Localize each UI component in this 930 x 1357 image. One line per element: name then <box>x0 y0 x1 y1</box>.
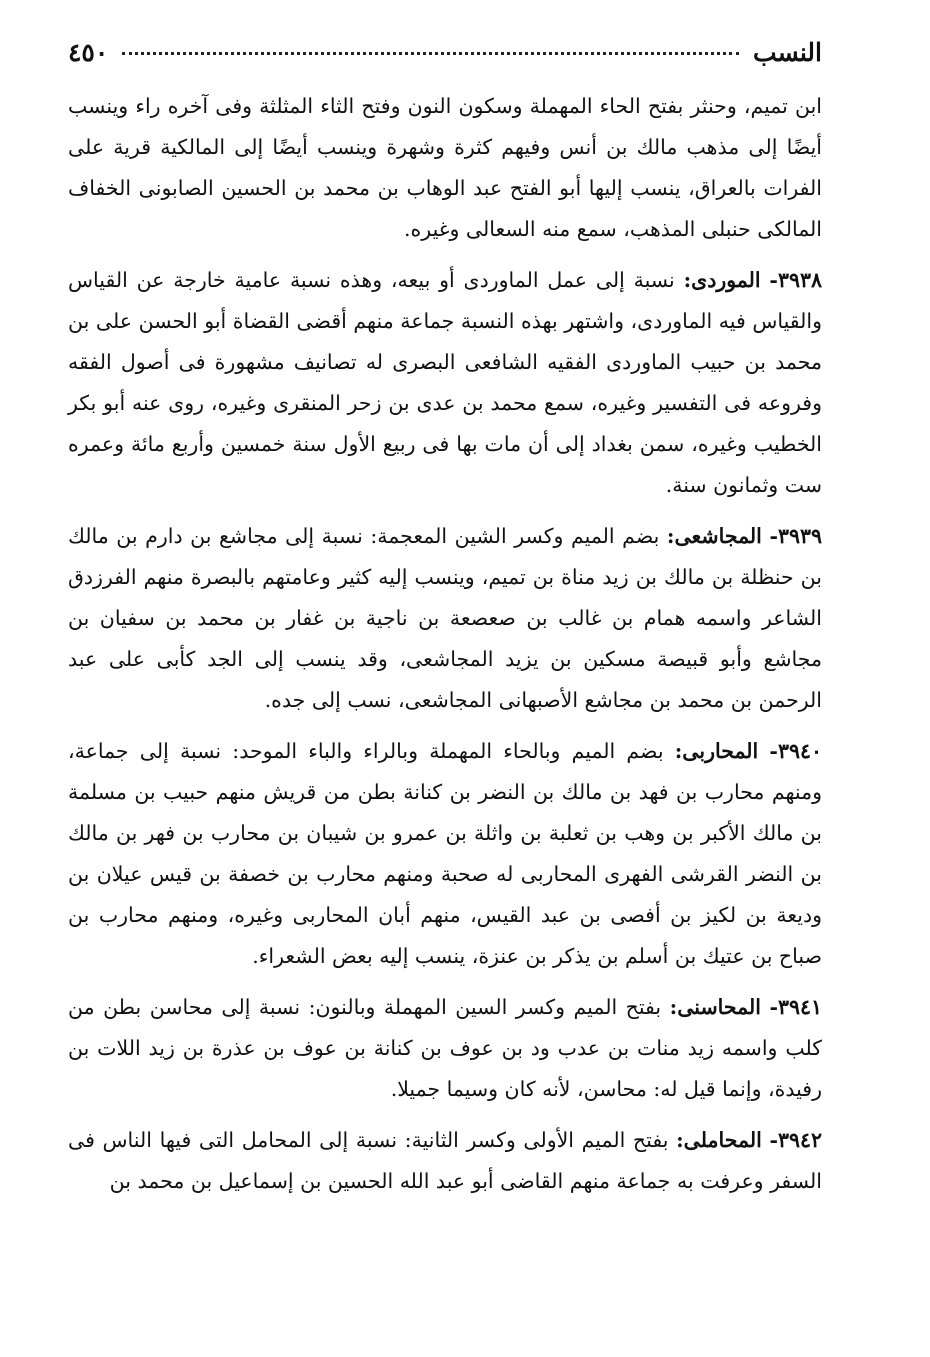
entry-text: بفتح الميم وكسر السين المهملة وبالنون: نسبة إلى محاسن بطن من كلب واسمه زيد منات بن عدب ود بن عوف بن كنانة بن عوف بن عذرة بن زيد اللات بن رفيدة، وإنما قيل له: محاسن، لأنه كان وسيما جميلا. <box>68 995 822 1101</box>
paragraph-continuation <box>68 86 822 250</box>
entry-text: بفتح الميم الأولى وكسر الثانية: نسبة إلى المحامل التى فيها الناس فى السفر وعرفت به جماعة منهم القاضى أبو عبد الله الحسين بن إسماعيل بن محمد بن <box>68 1128 822 1193</box>
page-header <box>68 38 822 78</box>
entry-heading: المحاملى: <box>676 1128 762 1152</box>
chapter-title: النسب <box>753 38 822 67</box>
entry-text: نسبة إلى عمل الماوردى أو بيعه، وهذه نسبة عامية خارجة عن القياس والقياس فيه الماوردى، واشتهر بهذه النسبة جماعة منهم أقضى القضاة أبو الحسن على بن محمد بن حبيب الماوردى الفقيه الشافعى البصرى له تصانيف مشهورة فى أصول الفقه وفروعه فى التفسير وغيره، سمع محمد بن عدى بن زحر المنقرى وغيره، روى عنه أبو بكر الخطيب وغيره، سمن بغداد إلى أن مات بها فى ربيع الأول سنة خمسين وأربع مائة وعمره ست وثمانون سنة. <box>68 268 822 497</box>
entry-heading: المجاشعى: <box>666 524 762 548</box>
paragraph-text: ابن تميم، وحنثر بفتح الحاء المهملة وسكون النون وفتح الثاء المثلثة وفى آخره راء وينسب أيضًا إلى مذهب مالك بن أنس وفيهم كثرة وشهرة وينسب أيضًا إلى المالكية قرية على الفرات بالعراق، ينسب إليها أبو الفتح عبد الوهاب بن محمد بن الحسين الصابونى الخفاف المالكى حنبلى المذهب، سمع منه السعالى وغيره. <box>68 94 822 241</box>
entry-text: بضم الميم وبالحاء المهملة وبالراء والباء الموحد: نسبة إلى جماعة، ومنهم محارب بن فهد بن مالك بن النضر بن كنانة بطن من قريش منهم حبيب بن مسلمة بن مالك الأكبر بن وهب بن ثعلبة بن واثلة بن عمرو بن شيبان بن محارب بن فهر بن مالك بن النضر القرشى الفهرى المحاربى له صحبة ومنهم محارب بن خصفة بن قيس عيلان بن وديعة بن لكيز بن أفصى بن عبد القيس، منهم أبان المحاربى وغيره، ومنهم محارب بن صباح بن عتيك بن أسلم بن يذكر بن عنزة، ينسب إليه بعض الشعراء. <box>68 739 822 968</box>
entry-number: ٣٩٤١- <box>769 995 822 1019</box>
entry-text: بضم الميم وكسر الشين المعجمة: نسبة إلى مجاشع بن دارم بن مالك بن حنظلة بن مالك بن زيد مناة بن تميم، وينسب إليه كثير وعامتهم بالبصرة منهم الفرزدق الشاعر واسمه همام بن غالب بن صعصعة بن ناجية بن غفار بن محمد بن سفيان بن مجاشع وأبو قبيصة مسكين بن يزيد المجاشعى، وقد ينسب إلى الجد كأبى على عبد الرحمن بن محمد بن مجاشع الأصبهانى المجاشعى، نسب إلى جده. <box>68 524 822 712</box>
entry-3939 <box>68 516 822 721</box>
entry-heading: الموردى: <box>683 268 761 292</box>
entry-heading: المحاسنى: <box>669 995 761 1019</box>
header-dotted-leader <box>122 52 739 55</box>
entry-3941 <box>68 987 822 1110</box>
page-number: ٤٥٠ <box>68 38 109 67</box>
entry-heading: المحاربى: <box>674 739 759 763</box>
entry-3942 <box>68 1120 822 1202</box>
book-page <box>68 38 822 1212</box>
entry-3938 <box>68 260 822 506</box>
entry-number: ٣٩٣٩- <box>769 524 822 548</box>
entry-number: ٣٩٣٨- <box>769 268 822 292</box>
entry-3940 <box>68 731 822 977</box>
entry-number: ٣٩٤٠- <box>769 739 822 763</box>
entry-number: ٣٩٤٢- <box>769 1128 822 1152</box>
